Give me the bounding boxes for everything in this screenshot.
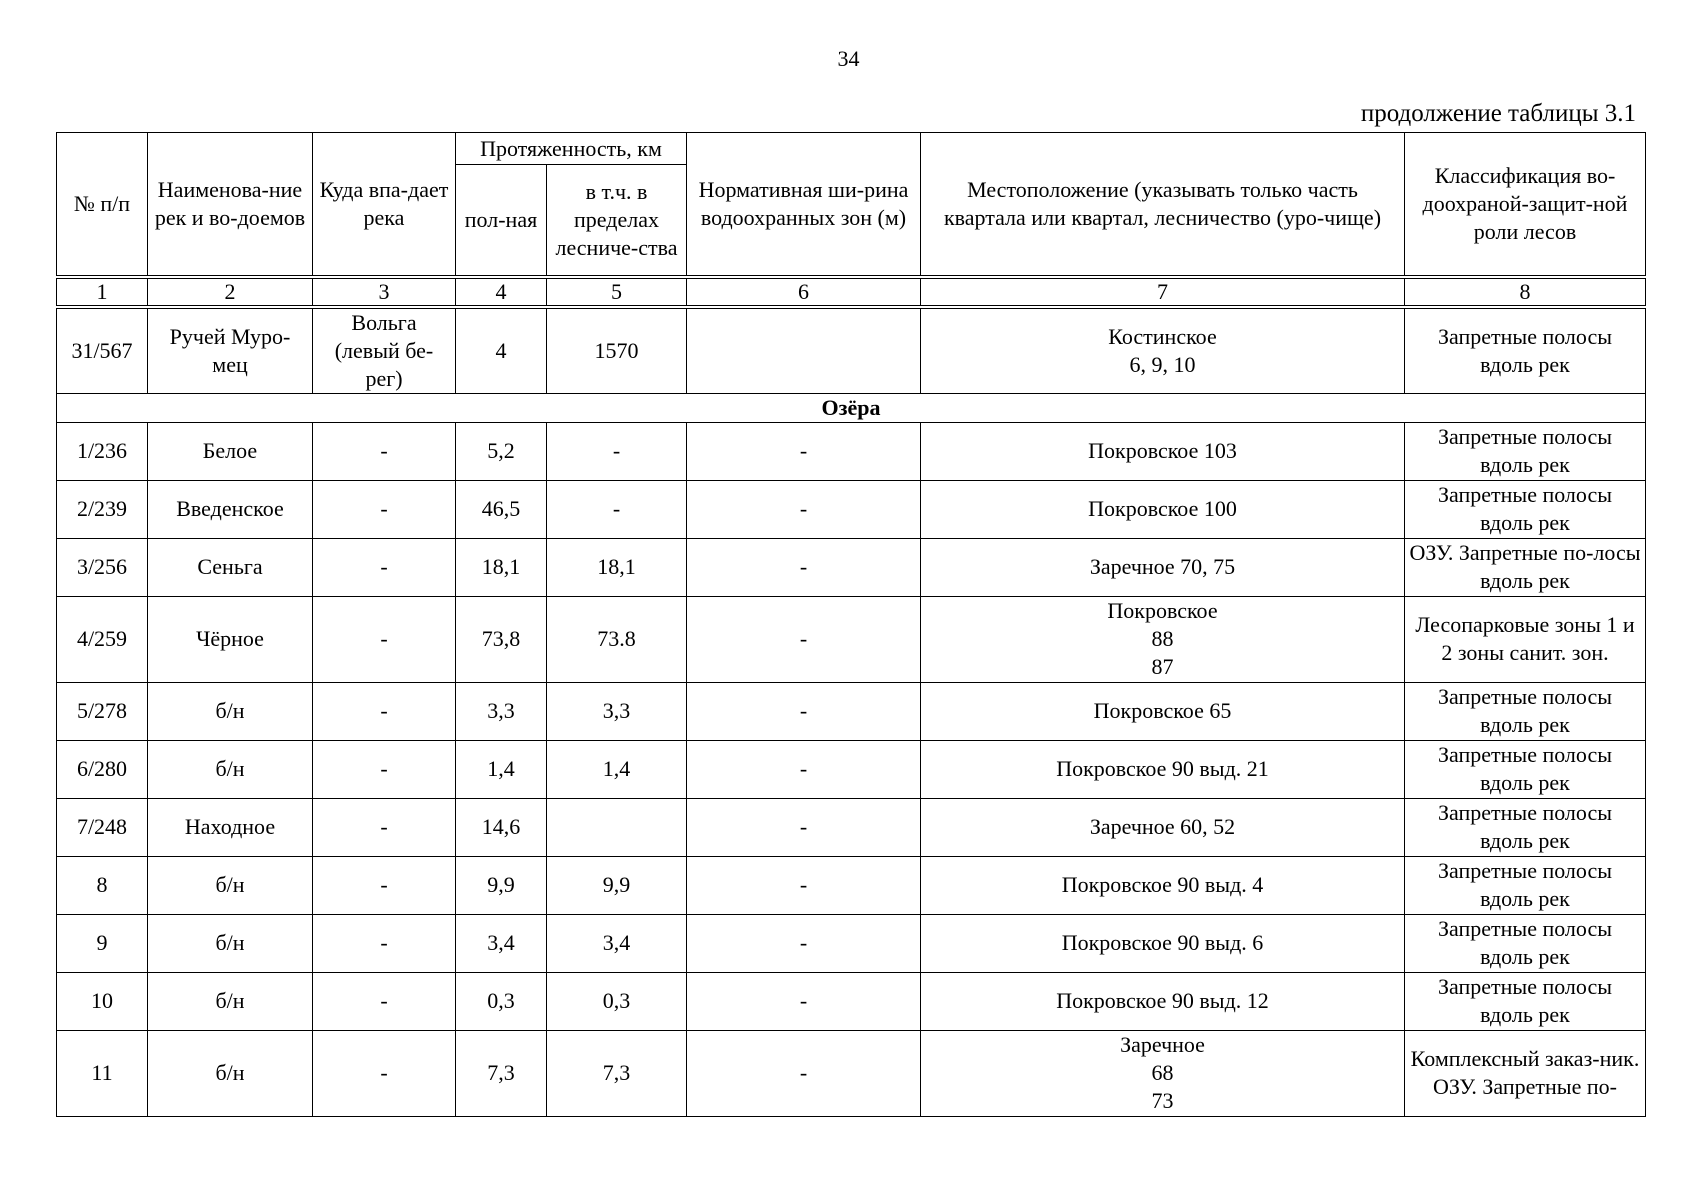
cell-location xyxy=(921,740,1405,798)
location-line: 6, 9, 10 xyxy=(1129,351,1196,377)
location-line: Покровское 90 выд. 12 xyxy=(1056,988,1269,1013)
section-title: Озёра xyxy=(57,393,1646,422)
section-row xyxy=(57,393,1646,422)
table-row xyxy=(57,914,1646,972)
cell-flows-into: - xyxy=(313,682,456,740)
header-flows-into: Куда впа-дает река xyxy=(313,133,456,277)
cell-width xyxy=(687,307,921,394)
location-line: Покровское 65 xyxy=(1093,698,1232,723)
cell-num: 11 xyxy=(57,1030,148,1116)
location-line: Костинское xyxy=(1108,323,1217,349)
cell-classification: Лесопарковые зоны 1 и 2 зоны санит. зон. xyxy=(1405,596,1646,682)
cell-length-total: 9,9 xyxy=(456,856,547,914)
cell-location xyxy=(921,422,1405,480)
cell-flows-into: - xyxy=(313,740,456,798)
cell-length-in-forestry: - xyxy=(547,480,687,538)
cell-name: Сеньга xyxy=(148,538,313,596)
cell-flows-into: - xyxy=(313,972,456,1030)
table-row xyxy=(57,798,1646,856)
column-number: 4 xyxy=(456,277,547,307)
cell-name: Введенское xyxy=(148,480,313,538)
cell-length-in-forestry: 3,3 xyxy=(547,682,687,740)
cell-classification: Запретные полосы вдоль рек xyxy=(1405,740,1646,798)
location-line: Покровское 90 выд. 21 xyxy=(1056,756,1269,781)
cell-location xyxy=(921,682,1405,740)
cell-width: - xyxy=(687,856,921,914)
column-number: 1 xyxy=(57,277,148,307)
cell-location xyxy=(921,1030,1405,1116)
cell-num: 1/236 xyxy=(57,422,148,480)
cell-classification: Комплексный заказ-ник. ОЗУ. Запретные по- xyxy=(1405,1030,1646,1116)
location-line: Покровское 90 выд. 4 xyxy=(1061,872,1264,897)
cell-length-total: 7,3 xyxy=(456,1030,547,1116)
cell-width: - xyxy=(687,914,921,972)
cell-width: - xyxy=(687,422,921,480)
header-length-total: пол-ная xyxy=(456,165,547,277)
location-line: Покровское 100 xyxy=(1088,496,1237,521)
cell-num: 4/259 xyxy=(57,596,148,682)
table-row xyxy=(57,856,1646,914)
cell-flows-into: - xyxy=(313,914,456,972)
cell-name: б/н xyxy=(148,972,313,1030)
location-line: Заречное 70, 75 xyxy=(1089,554,1236,579)
header-length-in-forestry: в т.ч. в пределах лесниче-ства xyxy=(547,165,687,277)
cell-length-total: 18,1 xyxy=(456,538,547,596)
cell-classification: Запретные полосы вдоль рек xyxy=(1405,682,1646,740)
location-line: Покровское 90 выд. 6 xyxy=(1061,930,1264,955)
table-row xyxy=(57,972,1646,1030)
cell-width: - xyxy=(687,596,921,682)
header-length-group: Протяженность, км xyxy=(456,133,687,165)
column-number: 6 xyxy=(687,277,921,307)
column-number: 2 xyxy=(148,277,313,307)
cell-width: - xyxy=(687,798,921,856)
lake-rows xyxy=(57,422,1646,1116)
cell-name: Чёрное xyxy=(148,596,313,682)
header-width: Нормативная ши-рина водоохранных зон (м) xyxy=(687,133,921,277)
water-bodies-table xyxy=(56,132,1646,1117)
table-row xyxy=(57,422,1646,480)
location-line: 73 xyxy=(1151,1088,1174,1113)
cell-length-in-forestry: 7,3 xyxy=(547,1030,687,1116)
cell-width: - xyxy=(687,480,921,538)
cell-length-in-forestry: 0,3 xyxy=(547,972,687,1030)
cell-length-in-forestry: - xyxy=(547,422,687,480)
cell-num: 7/248 xyxy=(57,798,148,856)
cell-classification: Запретные полосы вдоль рек xyxy=(1405,972,1646,1030)
location-line: Покровское xyxy=(1107,598,1218,623)
cell-num: 5/278 xyxy=(57,682,148,740)
location-line: Заречное 60, 52 xyxy=(1089,814,1236,839)
cell-length-total: 3,3 xyxy=(456,682,547,740)
cell-name: Белое xyxy=(148,422,313,480)
cell-length-total: 5,2 xyxy=(456,422,547,480)
cell-location xyxy=(921,480,1405,538)
cell-classification: Запретные полосы вдоль рек xyxy=(1405,480,1646,538)
cell-length-total: 4 xyxy=(456,307,547,394)
cell-classification: Запретные полосы вдоль рек xyxy=(1405,307,1646,394)
cell-name: б/н xyxy=(148,914,313,972)
cell-flows-into: - xyxy=(313,538,456,596)
cell-width: - xyxy=(687,538,921,596)
location-line: Заречное xyxy=(1120,1032,1205,1057)
cell-name: Ручей Муро-мец xyxy=(148,307,313,394)
table-caption: продолжение таблицы 3.1 xyxy=(1360,100,1636,127)
cell-length-total: 73,8 xyxy=(456,596,547,682)
table-row xyxy=(57,740,1646,798)
cell-num: 6/280 xyxy=(57,740,148,798)
cell-length-in-forestry: 18,1 xyxy=(547,538,687,596)
cell-location xyxy=(921,856,1405,914)
cell-location xyxy=(921,307,1405,394)
cell-flows-into: Вольга (левый бе-рег) xyxy=(313,307,456,394)
cell-num: 31/567 xyxy=(57,307,148,394)
location-line: 68 xyxy=(1151,1060,1174,1085)
location-line: Покровское 103 xyxy=(1088,438,1237,463)
cell-length-total: 3,4 xyxy=(456,914,547,972)
cell-location xyxy=(921,596,1405,682)
column-number: 5 xyxy=(547,277,687,307)
header-num: № п/п xyxy=(57,133,148,277)
cell-name: б/н xyxy=(148,682,313,740)
cell-length-in-forestry: 73.8 xyxy=(547,596,687,682)
cell-flows-into: - xyxy=(313,1030,456,1116)
cell-width: - xyxy=(687,740,921,798)
cell-width: - xyxy=(687,972,921,1030)
table-row xyxy=(57,682,1646,740)
cell-flows-into: - xyxy=(313,596,456,682)
cell-num: 9 xyxy=(57,914,148,972)
cell-flows-into: - xyxy=(313,480,456,538)
cell-num: 10 xyxy=(57,972,148,1030)
column-number: 3 xyxy=(313,277,456,307)
cell-length-in-forestry: 1570 xyxy=(547,307,687,394)
header-classification: Классификация во-доохраной-защит-ной роли лесов xyxy=(1405,133,1646,277)
cell-length-total: 46,5 xyxy=(456,480,547,538)
table-row xyxy=(57,596,1646,682)
cell-length-in-forestry: 3,4 xyxy=(547,914,687,972)
cell-location xyxy=(921,538,1405,596)
cell-flows-into: - xyxy=(313,422,456,480)
cell-length-in-forestry: 9,9 xyxy=(547,856,687,914)
cell-classification: Запретные полосы вдоль рек xyxy=(1405,856,1646,914)
cell-name: б/н xyxy=(148,1030,313,1116)
cell-location xyxy=(921,972,1405,1030)
table-row xyxy=(57,1030,1646,1116)
cell-length-total: 14,6 xyxy=(456,798,547,856)
location-line: 87 xyxy=(1151,654,1174,679)
column-number: 8 xyxy=(1405,277,1646,307)
cell-classification: Запретные полосы вдоль рек xyxy=(1405,798,1646,856)
cell-classification: Запретные полосы вдоль рек xyxy=(1405,422,1646,480)
cell-length-in-forestry: 1,4 xyxy=(547,740,687,798)
location-line: 88 xyxy=(1151,626,1174,651)
cell-length-total: 1,4 xyxy=(456,740,547,798)
cell-num: 3/256 xyxy=(57,538,148,596)
cell-num: 2/239 xyxy=(57,480,148,538)
cell-flows-into: - xyxy=(313,798,456,856)
table-row xyxy=(57,538,1646,596)
table-row xyxy=(57,307,1646,394)
cell-width: - xyxy=(687,682,921,740)
cell-length-total: 0,3 xyxy=(456,972,547,1030)
cell-location xyxy=(921,798,1405,856)
cell-flows-into: - xyxy=(313,856,456,914)
header-name: Наименова-ние рек и во-доемов xyxy=(148,133,313,277)
cell-name: Находное xyxy=(148,798,313,856)
header-location: Местоположение (указывать только часть квартала или квартал, лесничество (уро-чище) xyxy=(921,133,1405,277)
cell-name: б/н xyxy=(148,856,313,914)
cell-location xyxy=(921,914,1405,972)
cell-num: 8 xyxy=(57,856,148,914)
page-number: 34 xyxy=(837,46,860,71)
cell-length-in-forestry xyxy=(547,798,687,856)
cell-classification: ОЗУ. Запретные по-лосы вдоль рек xyxy=(1405,538,1646,596)
cell-name: б/н xyxy=(148,740,313,798)
column-number: 7 xyxy=(921,277,1405,307)
cell-classification: Запретные полосы вдоль рек xyxy=(1405,914,1646,972)
cell-width: - xyxy=(687,1030,921,1116)
column-number-row xyxy=(57,277,1646,307)
table-row xyxy=(57,480,1646,538)
